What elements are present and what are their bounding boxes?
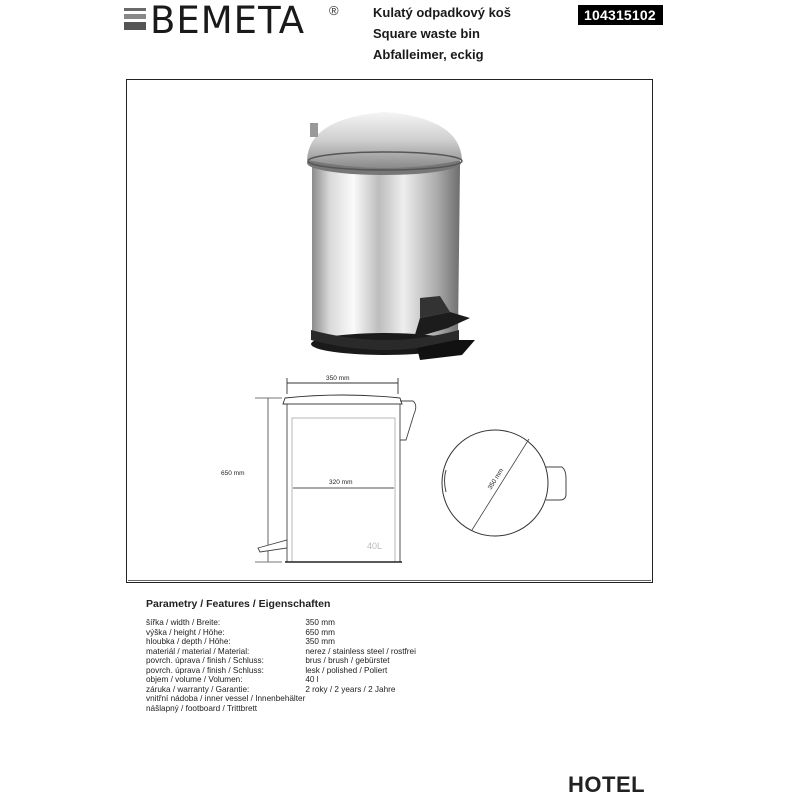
- feature-row: [146, 628, 416, 638]
- feature-value: nerez / stainless steel / rostfrei: [305, 646, 416, 656]
- feature-row: [146, 675, 416, 685]
- feature-value: [305, 704, 416, 714]
- collection-name: HOTEL: [568, 772, 646, 797]
- section-divider: [128, 580, 651, 581]
- feature-label: záruka / warranty / Garantie:: [146, 684, 250, 694]
- title-en: Square waste bin: [373, 26, 480, 41]
- feature-label: hloubka / depth / Höhe:: [146, 637, 231, 646]
- side-view-drawing: [255, 378, 416, 562]
- features-section: [146, 598, 416, 713]
- feature-value: brus / brush / gebürstet: [305, 656, 390, 665]
- brand-name: BEMETA: [150, 0, 306, 42]
- feature-row: [146, 704, 416, 714]
- inner-dimension-label: 320 mm: [329, 479, 353, 486]
- feature-row: [146, 618, 416, 628]
- height-dimension-label: 650 mm: [221, 470, 245, 477]
- features-title: Parametry / Features / Eigenschaften: [146, 598, 331, 610]
- diameter-label: 350 mm: [486, 467, 506, 492]
- feature-label: povrch. úprava / finish / Schluss:: [146, 665, 264, 675]
- feature-label: objem / volume / Volumen:: [146, 675, 243, 684]
- feature-row: [146, 666, 416, 676]
- feature-label: nášlapný / footboard / Trittbrett: [146, 703, 258, 713]
- feature-row: [146, 656, 416, 666]
- feature-row: [146, 637, 416, 647]
- feature-value: [305, 694, 416, 704]
- pedal-bin-photo: [307, 112, 475, 360]
- feature-value: 2 roky / 2 years / 2 Jahre: [305, 684, 396, 694]
- feature-value: 350 mm: [305, 618, 335, 627]
- features-table: [146, 618, 416, 713]
- product-code: 104315102: [578, 5, 663, 25]
- title-cz: Kulatý odpadkový koš: [373, 5, 511, 20]
- feature-label: šířka / width / Breite:: [146, 618, 221, 627]
- registered-mark: ®: [329, 3, 339, 18]
- feature-row: [146, 685, 416, 695]
- feature-label: povrch. úprava / finish / Schluss:: [146, 656, 264, 665]
- feature-value: lesk / polished / Poliert: [305, 665, 388, 675]
- volume-label: 40L: [367, 541, 383, 551]
- feature-label: vnitřní nádoba / inner vessel / Innenbehälter: [146, 694, 306, 703]
- feature-label: materiál / material / Material:: [146, 646, 250, 656]
- feature-row: [146, 647, 416, 657]
- top-view-drawing: [442, 430, 566, 536]
- feature-value: 650 mm: [305, 627, 335, 637]
- width-dimension-label: 350 mm: [326, 375, 350, 382]
- feature-value: 350 mm: [305, 637, 335, 646]
- feature-value: 40 l: [305, 675, 319, 684]
- title-de: Abfalleimer, eckig: [373, 47, 484, 62]
- feature-row: [146, 694, 416, 704]
- feature-label: výška / height / Höhe:: [146, 627, 225, 637]
